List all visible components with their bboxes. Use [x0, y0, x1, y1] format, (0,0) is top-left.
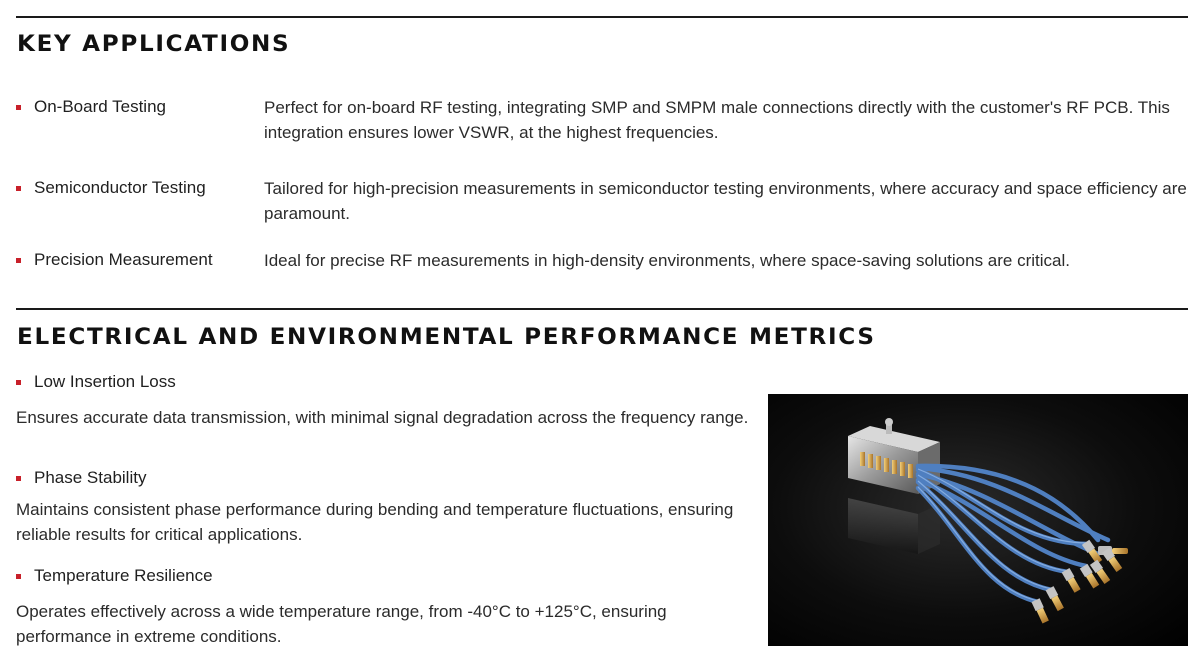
application-label: Precision Measurement	[34, 250, 213, 269]
bullet-square-icon	[16, 574, 21, 579]
application-description: Tailored for high-precision measurements in semiconductor testing environments, where accuracy and space efficiency are paramount.	[264, 179, 1187, 223]
metric-description: Ensures accurate data transmission, with minimal signal degradation across the frequency range.	[16, 408, 749, 427]
product-photo	[768, 394, 1188, 646]
application-label: Semiconductor Testing	[34, 178, 206, 197]
metric-description: Maintains consistent phase performance during bending and temperature fluctuations, ensuring reliable results for critical applications.	[16, 500, 734, 544]
application-description: Ideal for precise RF measurements in high-density environments, where space-saving solutions are critical.	[264, 251, 1070, 270]
performance-metrics-heading: ELECTRICAL AND ENVIRONMENTAL PERFORMANCE METRICS	[17, 325, 876, 350]
metric-label: Phase Stability	[34, 468, 147, 487]
bullet-square-icon	[16, 476, 21, 481]
key-applications-heading: KEY APPLICATIONS	[17, 32, 291, 57]
application-description: Perfect for on-board RF testing, integrating SMP and SMPM male connections directly with the customer's RF PCB. This integration ensures lower VSWR, at the highest frequencies.	[264, 98, 1170, 142]
bullet-square-icon	[16, 105, 21, 110]
blue-cables	[918, 468, 1108, 602]
application-label: On-Board Testing	[34, 97, 166, 116]
bullet-square-icon	[16, 258, 21, 263]
rf-cable-assembly-illustration	[768, 394, 1188, 646]
top-divider	[16, 16, 1188, 18]
bullet-square-icon	[16, 186, 21, 191]
section-divider	[16, 308, 1188, 310]
metric-label: Temperature Resilience	[34, 566, 213, 585]
metric-label: Low Insertion Loss	[34, 372, 176, 391]
housing-reflection	[848, 498, 940, 554]
bullet-square-icon	[16, 380, 21, 385]
metric-description: Operates effectively across a wide temperature range, from -40°C to +125°C, ensuring performance in extreme conditions.	[16, 602, 667, 646]
